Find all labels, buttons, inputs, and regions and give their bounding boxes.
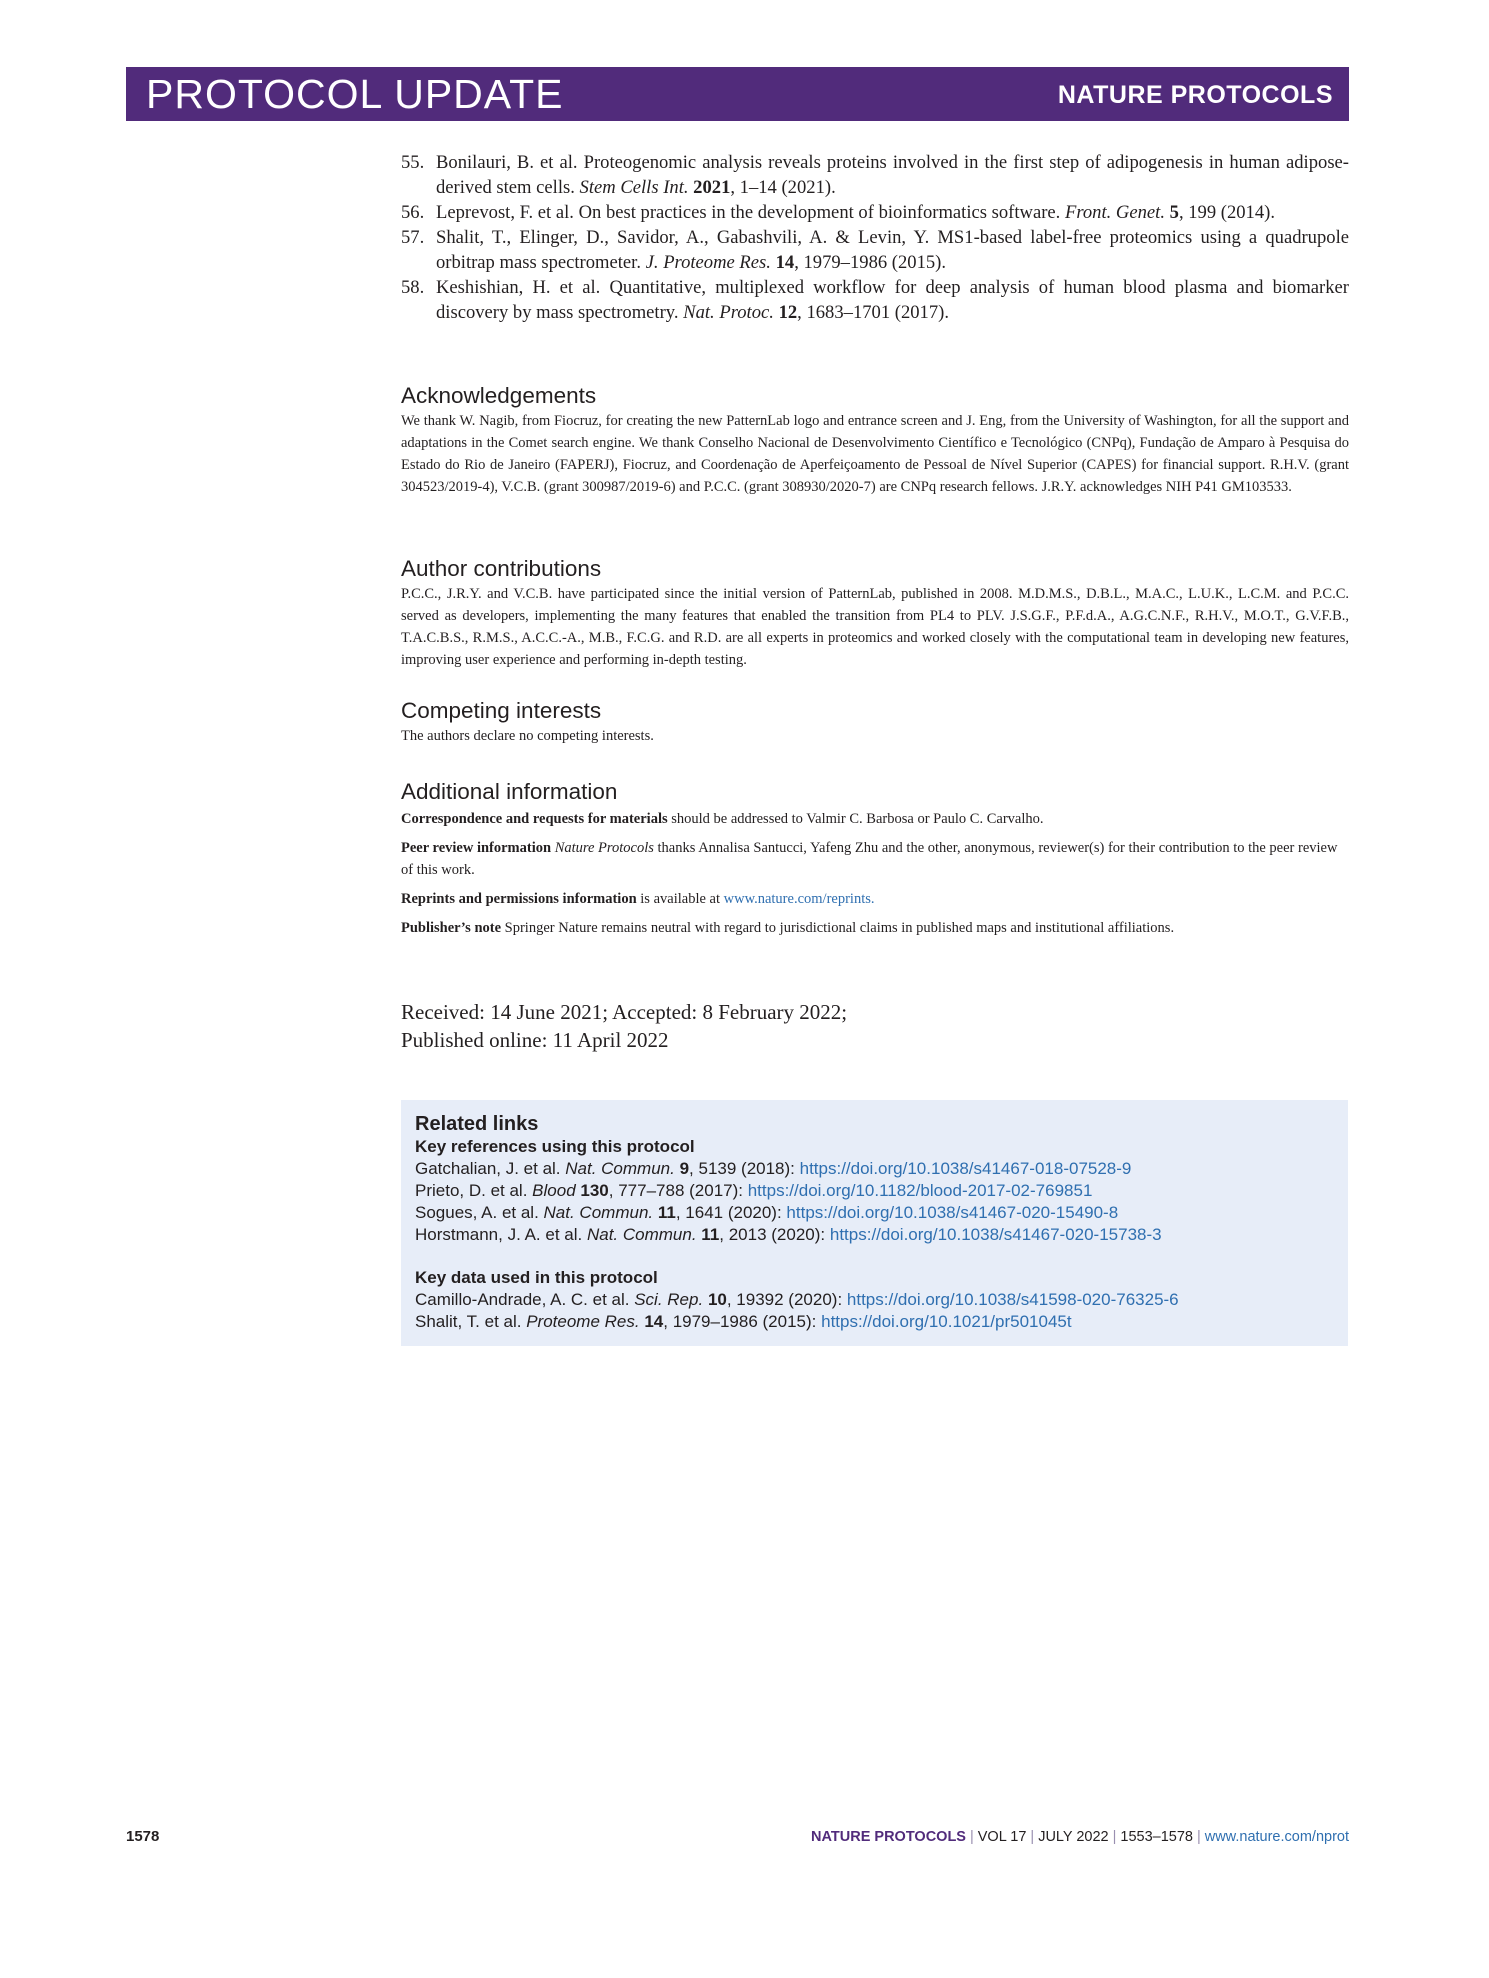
competing-interests-heading: Competing interests <box>401 698 602 723</box>
acknowledgements-body: We thank W. Nagib, from Fiocruz, for creating the new PatternLab logo and entrance screen and J. Eng, from the University of Washington, for all the support and adaptations in the Comet search engine. We thank Conselho Nacional de Desenvolvimento Científico e Tecnológico (CNPq), Fundação de Amparo à Pesquisa do Estado do Rio de Janeiro (FAPERJ), Fiocruz, and Coordenação de Aperfeiçoamento de Pessoal de Nível Superior (CAPES) for financial support. R.H.V. (grant 304523/2019-4), V.C.B. (grant 300987/2019-6) and P.C.C. (grant 308930/2020-7) are CNPq research fellows. J.R.Y. acknowledges NIH P41 GM103533. <box>401 413 1349 495</box>
footer-separator: | <box>1030 1829 1035 1845</box>
key-reference-doi-link[interactable]: https://doi.org/10.1038/s41467-020-15490-8 <box>786 1203 1119 1222</box>
reference-volume: 14 <box>775 252 795 273</box>
reference-number: 56. <box>401 202 425 223</box>
key-data-journal: Proteome Res. <box>526 1312 640 1331</box>
reference-volume: 5 <box>1169 202 1179 223</box>
reprints-label: Reprints and permissions information <box>401 891 637 907</box>
footer-url-link[interactable]: www.nature.com/nprot <box>1204 1829 1349 1845</box>
footer-separator: | <box>1112 1829 1117 1845</box>
key-data-journal: Sci. Rep. <box>634 1290 704 1309</box>
footer-separator: | <box>969 1829 974 1845</box>
key-reference-volume: 11 <box>701 1225 720 1244</box>
footer-citation <box>811 1827 1349 1847</box>
reference-item <box>401 200 1349 225</box>
reprints-link[interactable]: www.nature.com/reprints. <box>723 891 875 907</box>
key-reference-journal: Nat. Commun. <box>565 1159 675 1178</box>
key-reference-volume: 130 <box>580 1181 609 1200</box>
reference-list <box>401 150 1349 325</box>
competing-interests-body: The authors declare no competing interests. <box>401 728 654 744</box>
footer-issue: JULY 2022 <box>1038 1829 1109 1845</box>
key-reference-item <box>415 1202 1335 1224</box>
reference-pages: , 199 (2014). <box>1178 202 1275 223</box>
reference-text: Shalit, T., Elinger, D., Savidor, A., Gabashvili, A. & Levin, Y. MS1-based label-free proteomics using a quadrupole orbitrap mass spectrometer. <box>436 227 1349 273</box>
reference-volume: 12 <box>778 302 798 323</box>
footer-journal: NATURE PROTOCOLS <box>811 1829 966 1845</box>
key-data-rest: , 19392 (2020): <box>726 1290 847 1309</box>
reference-pages: , 1979–1986 (2015). <box>794 252 947 273</box>
footer-separator: | <box>1196 1829 1201 1845</box>
key-reference-authors: Horstmann, J. A. et al. <box>415 1225 587 1244</box>
acknowledgements-heading: Acknowledgements <box>401 383 597 408</box>
footer-volume: VOL 17 <box>977 1829 1027 1845</box>
correspondence-paragraph <box>401 808 1349 830</box>
reference-number: 57. <box>401 227 425 248</box>
published-online-line: Published online: 11 April 2022 <box>401 1028 669 1052</box>
author-contributions-section <box>401 555 1349 671</box>
peer-review-paragraph <box>401 837 1349 881</box>
reference-text: Leprevost, F. et al. On best practices in the development of bioinformatics software. <box>436 202 1065 223</box>
key-reference-rest: , 5139 (2018): <box>689 1159 800 1178</box>
publisher-note-label: Publisher’s note <box>401 920 502 936</box>
key-data-rest: , 1979–1986 (2015): <box>663 1312 822 1331</box>
key-reference-authors: Prieto, D. et al. <box>415 1181 533 1200</box>
key-reference-authors: Sogues, A. et al. <box>415 1203 544 1222</box>
reference-journal: Front. Genet. <box>1064 202 1165 223</box>
additional-information-section <box>401 778 1349 946</box>
key-reference-journal: Nat. Commun. <box>543 1203 654 1222</box>
peer-review-text: thanks Annalisa Santucci, Yafeng Zhu and the other, anonymous, reviewer(s) for their contribution to the peer review of this work. <box>401 840 1338 878</box>
key-data-doi-link[interactable]: https://doi.org/10.1021/pr501045t <box>821 1312 1072 1331</box>
footer-pages: 1553–1578 <box>1120 1829 1193 1845</box>
reference-volume: 2021 <box>693 177 731 198</box>
reference-journal: Nat. Protoc. <box>683 302 774 323</box>
journal-name-label: NATURE PROTOCOLS <box>1057 81 1333 109</box>
reference-item <box>401 150 1349 200</box>
key-reference-volume: 9 <box>679 1159 690 1178</box>
author-contributions-body: P.C.C., J.R.Y. and V.C.B. have participated since the initial version of PatternLab, published in 2008. M.D.M.S., D.B.L., M.A.C., L.U.K., L.C.M. and P.C.C. served as developers, implementing the many features that enabled the transition from PL4 to PLV. J.S.G.F., P.F.d.A., A.G.C.N.F., R.H.V., M.O.T., G.V.F.B., T.A.C.B.S., R.M.S., A.C.C.-A., M.B., F.C.G. and R.D. are all experts in proteomics and worked closely with the computational team in developing new features, improving user experience and performing in-depth testing. <box>401 586 1349 668</box>
key-reference-rest: , 2013 (2020): <box>719 1225 830 1244</box>
correspondence-text: should be addressed to Valmir C. Barbosa or Paulo C. Carvalho. <box>667 811 1044 827</box>
key-reference-volume: 11 <box>657 1203 676 1222</box>
competing-interests-section <box>401 697 1349 747</box>
key-data-item <box>415 1311 1335 1333</box>
key-references-heading: Key references using this protocol <box>415 1137 695 1156</box>
page-number: 1578 <box>126 1828 160 1845</box>
key-data-volume: 14 <box>644 1312 664 1331</box>
key-reference-item <box>415 1224 1335 1246</box>
key-reference-item <box>415 1158 1335 1180</box>
reference-pages: , 1683–1701 (2017). <box>797 302 949 323</box>
key-reference-journal: Nat. Commun. <box>586 1225 697 1244</box>
reference-number: 55. <box>401 152 425 173</box>
key-data-item <box>415 1289 1335 1311</box>
key-data-volume: 10 <box>707 1290 727 1309</box>
reference-journal: J. Proteome Res. <box>645 252 771 273</box>
key-reference-authors: Gatchalian, J. et al. <box>415 1159 566 1178</box>
reference-pages: , 1–14 (2021). <box>730 177 836 198</box>
reprints-paragraph <box>401 888 1349 910</box>
key-data-heading: Key data used in this protocol <box>415 1268 658 1287</box>
reprints-text: is available at <box>636 891 724 907</box>
key-reference-doi-link[interactable]: https://doi.org/10.1038/s41467-018-07528-9 <box>799 1159 1132 1178</box>
related-links-box <box>401 1100 1348 1346</box>
publisher-note-paragraph <box>401 917 1349 939</box>
author-contributions-heading: Author contributions <box>401 556 602 581</box>
reference-item <box>401 225 1349 275</box>
correspondence-label: Correspondence and requests for materials <box>401 811 668 827</box>
received-accepted-line: Received: 14 June 2021; Accepted: 8 February 2022; <box>401 1000 848 1024</box>
key-reference-journal: Blood <box>532 1181 576 1200</box>
key-data-doi-link[interactable]: https://doi.org/10.1038/s41598-020-76325-6 <box>846 1290 1179 1309</box>
article-type-label: PROTOCOL UPDATE <box>146 71 564 117</box>
reference-item <box>401 275 1349 325</box>
key-reference-doi-link[interactable]: https://doi.org/10.1038/s41467-020-15738-3 <box>829 1225 1162 1244</box>
key-reference-rest: , 777–788 (2017): <box>608 1181 748 1200</box>
related-links-title: Related links <box>415 1113 539 1135</box>
article-dates <box>401 998 847 1054</box>
key-data-authors: Shalit, T. et al. <box>415 1312 527 1331</box>
reference-number: 58. <box>401 277 425 298</box>
reference-text: Bonilauri, B. et al. Proteogenomic analysis reveals proteins involved in the first step of adipogenesis in human adipose-derived stem cells. <box>436 152 1349 198</box>
key-reference-doi-link[interactable]: https://doi.org/10.1182/blood-2017-02-769851 <box>747 1181 1093 1200</box>
key-reference-item <box>415 1180 1335 1202</box>
header-bar <box>126 67 1349 121</box>
key-reference-rest: , 1641 (2020): <box>675 1203 787 1222</box>
additional-information-heading: Additional information <box>401 779 618 804</box>
key-data-authors: Camillo-Andrade, A. C. et al. <box>415 1290 635 1309</box>
reference-journal: Stem Cells Int. <box>579 177 689 198</box>
peer-review-journal: Nature Protocols <box>554 840 654 856</box>
reference-text: Keshishian, H. et al. Quantitative, multiplexed workflow for deep analysis of human blood plasma and biomarker discovery by mass spectrometry. <box>436 277 1349 323</box>
acknowledgements-section <box>401 382 1349 498</box>
peer-review-label: Peer review information <box>401 840 552 856</box>
publisher-note-text: Springer Nature remains neutral with regard to jurisdictional claims in published maps and institutional affiliations. <box>501 920 1175 936</box>
